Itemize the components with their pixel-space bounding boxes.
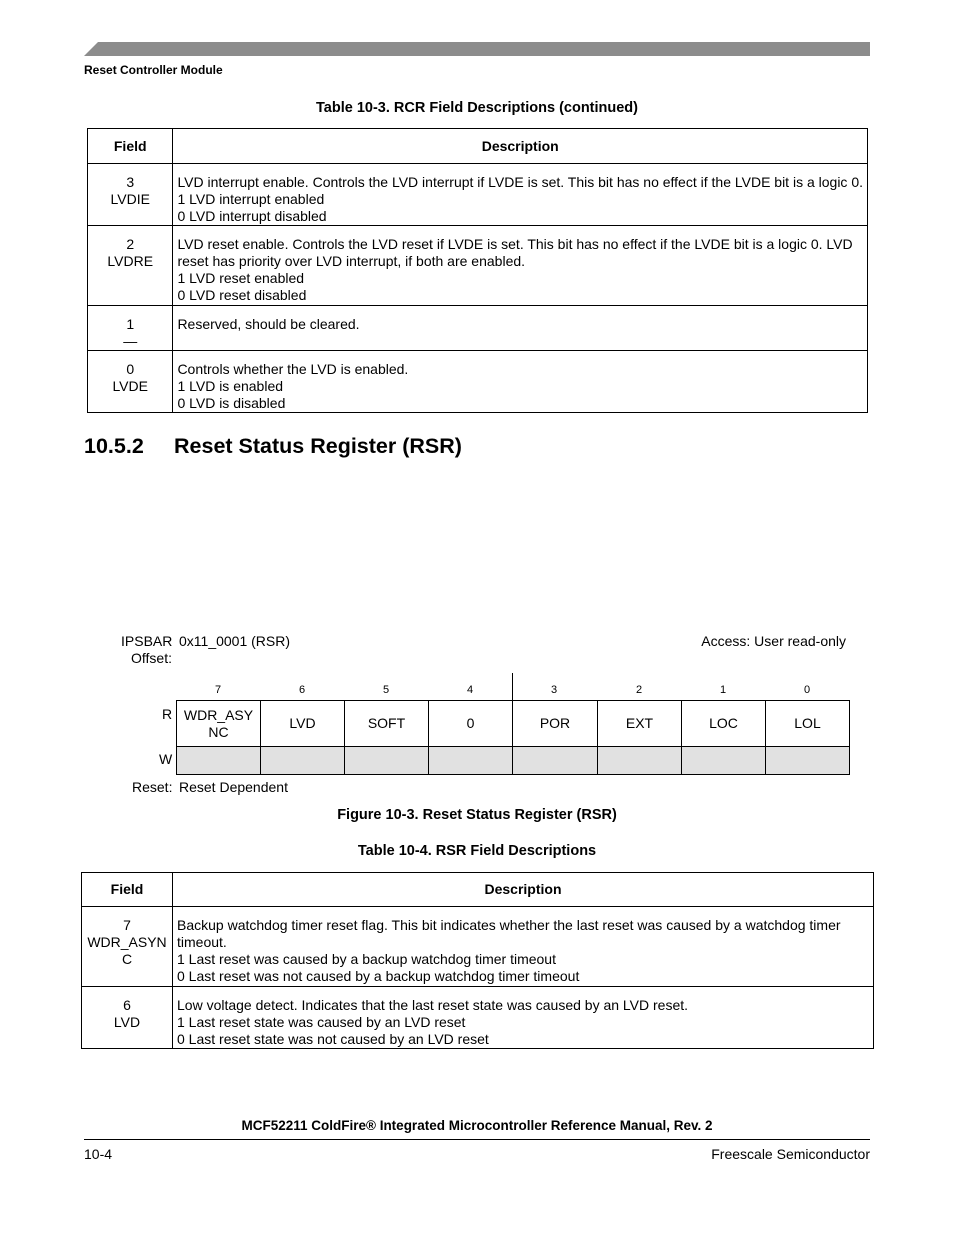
register-field-cell: EXT [597, 700, 682, 747]
bit-number: 7 [214, 684, 222, 696]
field-cell: 2 LVDRE [88, 226, 173, 306]
register-field-cell: LOC [681, 700, 766, 747]
offset-label: IPSBAR [121, 633, 173, 649]
bit-number: 2 [635, 684, 643, 696]
description-cell: Controls whether the LVD is enabled. 1 LVD is enabled 0 LVD is disabled [173, 351, 868, 413]
bit-number: 0 [803, 684, 811, 696]
table1-field-header: Field [88, 129, 173, 164]
page-number: 10-4 [84, 1146, 113, 1162]
field-cell: 6 LVD [82, 987, 173, 1049]
table1-description-header: Description [173, 129, 868, 164]
register-write-cell [681, 746, 766, 775]
field-cell: 3 LVDIE [88, 164, 173, 226]
table2-field-header: Field [82, 873, 173, 907]
company-name: Freescale Semiconductor [711, 1146, 870, 1162]
field-cell: 7 WDR_ASYN C [82, 907, 173, 987]
read-row-label: R [162, 706, 173, 722]
description-cell: Backup watchdog timer reset flag. This bit indicates whether the last reset was caused by a watchdog timer timeout. 1 Last reset was caused by a backup watchdog timer timeout 0 Last reset was not caused by a backup watchdog timer timeout [173, 907, 874, 987]
register-write-cell [765, 746, 850, 775]
description-cell: LVD reset enable. Controls the LVD reset if LVDE is set. This bit has no effect if the LVDE bit is a logic 0. LVD reset has priority over LVD interrupt, if both are enabled. 1 LVD reset enabled 0 LVD reset disabled [173, 226, 868, 306]
rcr-field-table [87, 128, 868, 413]
bit-number: 5 [382, 684, 390, 696]
header-bar [84, 42, 870, 56]
register-write-cell [597, 746, 682, 775]
register-field-cell: LOL [765, 700, 850, 747]
table-row [88, 351, 868, 413]
reset-label: Reset: [132, 779, 173, 795]
table-row [88, 164, 868, 226]
field-cell: 1 — [88, 306, 173, 351]
register-write-cell [260, 746, 345, 775]
register-field-cell: LVD [260, 700, 345, 747]
offset-value: 0x11_0001 (RSR) [179, 633, 291, 649]
access-label: Access: User read-only [701, 633, 846, 649]
table-row [88, 226, 868, 306]
description-cell: Reserved, should be cleared. [173, 306, 868, 351]
table1-caption: Table 10-3. RCR Field Descriptions (continued) [316, 100, 638, 116]
section-heading [84, 434, 462, 459]
register-grid [176, 700, 850, 775]
rsr-field-table [81, 872, 874, 1049]
register-write-cell [176, 746, 261, 775]
bit-number: 4 [466, 684, 474, 696]
field-cell: 0 LVDE [88, 351, 173, 413]
section-title: Reset Status Register (RSR) [174, 434, 462, 458]
table2-description-header: Description [173, 873, 874, 907]
table2-caption: Table 10-4. RSR Field Descriptions [357, 843, 597, 859]
offset-label-2: Offset: [131, 650, 172, 666]
register-field-cell: POR [512, 700, 598, 747]
bit-number: 3 [550, 684, 558, 696]
bit-number: 6 [298, 684, 306, 696]
section-number: 10.5.2 [84, 434, 144, 458]
footer-rule [84, 1139, 870, 1140]
register-write-cell [428, 746, 513, 775]
table-row [82, 987, 874, 1049]
figure-caption: Figure 10-3. Reset Status Register (RSR) [337, 807, 617, 823]
register-field-cell: SOFT [344, 700, 429, 747]
bit-number: 1 [719, 684, 727, 696]
table-row [82, 907, 874, 987]
reset-value: Reset Dependent [179, 779, 288, 795]
description-cell: Low voltage detect. Indicates that the last reset state was caused by an LVD reset. 1 Last reset state was caused by an LVD reset 0 Last reset state was not caused by an LVD reset [173, 987, 874, 1049]
register-field-cell: WDR_ASY NC [176, 700, 261, 747]
register-write-cell [512, 746, 598, 775]
register-write-cell [344, 746, 429, 775]
register-field-cell: 0 [428, 700, 513, 747]
write-row-label: W [159, 751, 173, 767]
description-cell: LVD interrupt enable. Controls the LVD interrupt if LVDE is set. This bit has no effect if the LVDE bit is a logic 0. 1 LVD interrupt enabled 0 LVD interrupt disabled [173, 164, 868, 226]
footer-title: MCF52211 ColdFire® Integrated Microcontroller Reference Manual, Rev. 2 [241, 1118, 713, 1133]
running-header: Reset Controller Module [84, 63, 223, 77]
table-row [88, 306, 868, 351]
